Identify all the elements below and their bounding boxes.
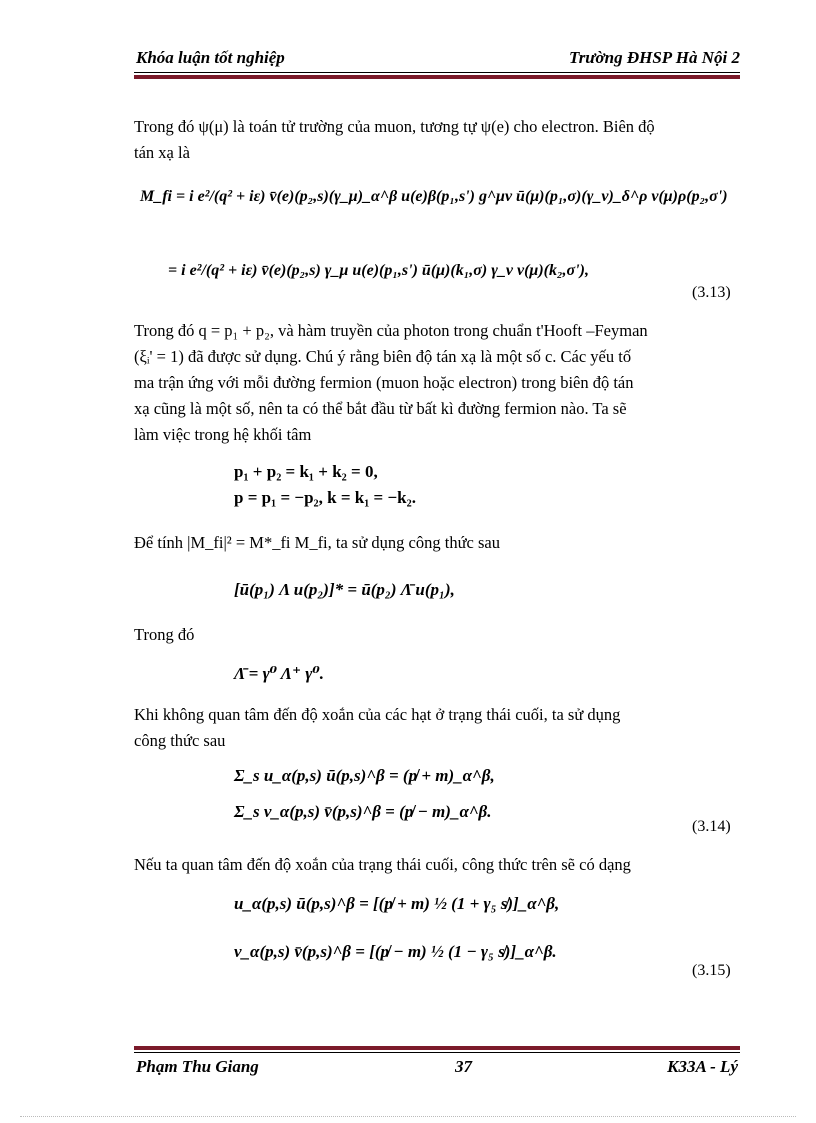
equation-amplitude-2: = i e²/(q² + iε) v̄(e)(p₂,s) γ_μ u(e)(p₁,s') ū(μ)(k₁,σ) γ_ν v(μ)(k₂,σ'), <box>168 262 589 279</box>
text-line: Để tính |M_fi|² = M*_fi M_fi, ta sử dụng công thức sau <box>134 533 500 552</box>
equation-number-3-14: (3.14) <box>692 818 731 835</box>
equation-helicity-u: u_α(p,s) ū(p,s)^β = [(p̸ + m) ½ (1 + γ₅ s̸)]_α^β, <box>234 894 560 913</box>
paragraph-where <box>134 622 740 648</box>
page-edge-dotted-line <box>20 1116 796 1117</box>
equation-number-3-15: (3.15) <box>692 962 731 979</box>
header-rule-thin <box>134 72 740 73</box>
equation-cm-2: p = p₁ = −p₂, k = k₁ = −k₂. <box>234 488 416 507</box>
equation-helicity-v: v_α(p,s) v̄(p,s)^β = [(p̸ − m) ½ (1 − γ₅ s̸)]_α^β. <box>234 942 557 961</box>
text-line: Nếu ta quan tâm đến độ xoắn của trạng thái cuối, công thức trên sẽ có dạng <box>134 855 631 874</box>
text-line: làm việc trong hệ khối tâm <box>134 425 312 444</box>
text-line: ma trận ứng với mỗi đường fermion (muon hoặc electron) trong biên độ tán <box>134 373 634 392</box>
page-number: 37 <box>455 1057 472 1076</box>
text-line: Khi không quan tâm đến độ xoắn của các hạt ở trạng thái cuối, ta sử dụng <box>134 705 621 724</box>
text-line: tán xạ là <box>134 143 190 162</box>
header-rule-thick <box>134 75 740 79</box>
text-line: Trong đó <box>134 625 195 644</box>
paragraph-polarized <box>134 852 740 878</box>
equation-cm-1: p₁ + p₂ = k₁ + k₂ = 0, <box>234 462 378 481</box>
text-line: công thức sau <box>134 731 226 750</box>
footer-class: K33A - Lý <box>667 1057 738 1076</box>
text-line: (ξᵢ' = 1) đã được sử dụng. Chú ý rằng biên độ tán xạ là một số c. Các yếu tố <box>134 347 632 366</box>
equation-number-3-13: (3.13) <box>692 284 731 301</box>
footer-rule-thick <box>134 1046 740 1050</box>
footer-author: Phạm Thu Giang <box>136 1057 259 1076</box>
paragraph-intro <box>134 114 740 166</box>
equation-spin-sum-v: Σ_s v_α(p,s) v̄(p,s)^β = (p̸ − m)_α^β. <box>234 802 492 821</box>
equation-amplitude-1: M_fi = i e²/(q² + iε) v̄(e)(p₂,s)(γ_μ)_α^β u(e)β(p₁,s') g^μν ū(μ)(p₁,σ)(γ_ν)_δ^ρ v(μ)ρ(p₂,σ') <box>140 188 728 205</box>
paragraph-unpolarized <box>134 702 740 754</box>
equation-spin-sum-u: Σ_s u_α(p,s) ū(p,s)^β = (p̸ + m)_α^β, <box>234 766 495 785</box>
text-line: xạ cũng là một số, nên ta có thể bắt đầu từ bất kì đường fermion nào. Ta sẽ <box>134 399 627 418</box>
paragraph-compute <box>134 530 740 556</box>
paragraph-propagator <box>134 318 740 448</box>
text-line: Trong đó q = p₁ + p₂, và hàm truyền của photon trong chuẩn t'Hooft –Feyman <box>134 321 648 340</box>
header-right: Trường ĐHSP Hà Nội 2 <box>568 48 740 67</box>
footer-rule-thin <box>134 1052 740 1053</box>
equation-trace-identity: [ū(p₁) Λ u(p₂)]* = ū(p₂) Λ̄ u(p₁), <box>234 580 455 599</box>
header-left: Khóa luận tốt nghiệp <box>136 48 285 67</box>
equation-lambda-bar: Λ̄ = γ⁰ Λ⁺ γ⁰. <box>234 664 325 683</box>
text-line: Trong đó ψ(μ) là toán tử trường của muon, tương tự ψ(e) cho electron. Biên độ <box>134 117 655 136</box>
